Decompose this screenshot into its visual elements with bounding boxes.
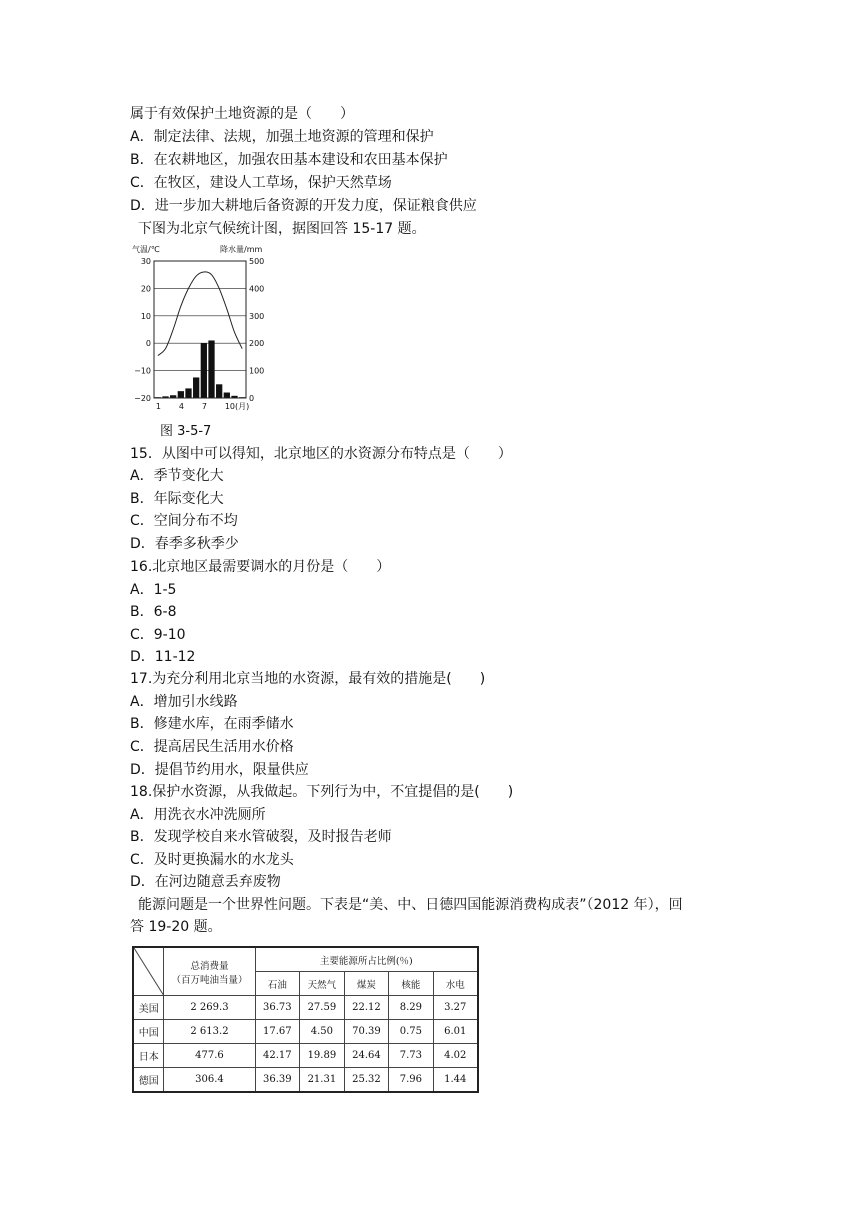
beijing-climate-chart: [130, 243, 280, 415]
q17-stem: 17.为充分利用北京当地的水资源，最有效的措施是( ): [130, 671, 486, 687]
q18-option-a: A．用洗衣水冲洗厕所: [130, 807, 266, 823]
precipitation-bar: [208, 340, 214, 398]
total-header: 总消费量 （百万吨油当量）: [164, 947, 255, 996]
q16-option-d: D．11-12: [130, 649, 196, 665]
q17-option-a: A．增加引水线路: [130, 694, 238, 710]
q16-stem: 16.北京地区最需要调水的月份是（ ）: [130, 559, 391, 575]
precipitation-bar: [201, 343, 207, 398]
q18-stem: 18.保护水资源，从我做起。下列行为中，不宜提倡的是( ): [130, 784, 514, 800]
y-right-tick-label: 200: [249, 339, 265, 349]
q14-stem: 属于有效保护土地资源的是（ ）: [130, 106, 354, 122]
col-coal: 煤炭: [344, 972, 389, 996]
table-header-row-1: [133, 947, 478, 972]
x-tick-label: 10(月): [224, 402, 250, 411]
precipitation-bar: [178, 391, 184, 398]
energy-consumption-table: [132, 946, 479, 1093]
q15-option-c: C．空间分布不均: [130, 513, 238, 529]
figure-caption: 图 3-5-7: [160, 424, 212, 439]
q14-option-d: D．进一步加大耕地后备资源的开发力度，保证粮食供应: [130, 198, 477, 214]
q18-option-d: D．在河边随意丢弃废物: [130, 874, 281, 890]
q18-option-b: B．发现学校自来水管破裂，及时报告老师: [130, 829, 392, 845]
q15-stem: 15．从图中可以得知，北京地区的水资源分布特点是（ ）: [130, 446, 512, 462]
y-left-tick-label: −20: [134, 394, 151, 403]
y-left-label: 气温/℃: [132, 245, 160, 254]
precipitation-bar: [193, 377, 199, 398]
precipitation-bar: [224, 393, 230, 398]
x-tick-label: 1: [155, 402, 161, 411]
q16-option-b: B．6-8: [130, 604, 177, 620]
table-row: 美国 2 269.3 36.73 27.59 22.12 8.29 3.27: [133, 996, 478, 1020]
x-tick-label: 7: [201, 402, 207, 411]
table-intro-cont: 答 19-20 题。: [130, 919, 222, 935]
q17-option-b: B．修建水库，在雨季储水: [130, 716, 294, 732]
y-right-tick-label: 500: [249, 257, 265, 266]
col-gas: 天然气: [300, 972, 345, 996]
chart-intro: 下图为北京气候统计图，据图回答 15-17 题。: [138, 221, 426, 237]
y-right-label: 降水量/mm: [220, 245, 263, 254]
table-row: 中国 2 613.2 17.67 4.50 70.39 0.75 6.01: [133, 1020, 478, 1044]
col-nuclear: 核能: [389, 972, 433, 996]
y-left-tick-label: 0: [145, 339, 151, 349]
y-left-tick-label: −10: [134, 366, 151, 376]
col-oil: 石油: [255, 972, 300, 996]
q17-option-c: C．提高居民生活用水价格: [130, 739, 294, 755]
q14-option-c: C．在牧区，建设人工草场，保护天然草场: [130, 175, 392, 191]
q16-option-a: A．1-5: [130, 582, 177, 598]
y-left-tick-label: 10: [140, 311, 151, 321]
x-tick-label: 4: [178, 402, 184, 411]
q17-option-d: D．提倡节约用水，限量供应: [130, 762, 309, 778]
y-left-tick-label: 30: [140, 257, 151, 266]
table-row: 德国 306.4 36.39 21.31 25.32 7.96 1.44: [133, 1068, 478, 1093]
q15-option-d: D．春季多秋季少: [130, 536, 239, 552]
group-header: 主要能源所占比例(％): [255, 947, 478, 972]
q16-option-c: C．9-10: [130, 627, 186, 643]
chart-frame: [154, 261, 246, 398]
precipitation-bar: [185, 388, 191, 398]
y-right-tick-label: 400: [249, 284, 265, 294]
y-left-tick-label: 20: [140, 284, 151, 294]
y-right-tick-label: 300: [249, 311, 265, 321]
col-hydro: 水电: [433, 972, 478, 996]
table-row: 日本 477.6 42.17 19.89 24.64 7.73 4.02: [133, 1044, 478, 1068]
q15-option-a: A．季节变化大: [130, 468, 224, 484]
y-right-tick-label: 0: [249, 394, 255, 403]
corner-cell: [133, 947, 164, 996]
q15-option-b: B．年际变化大: [130, 491, 224, 507]
q14-option-b: B．在农耕地区，加强农田基本建设和农田基本保护: [130, 152, 448, 168]
q14-option-a: A．制定法律、法规，加强土地资源的管理和保护: [130, 129, 434, 145]
precipitation-bar: [216, 384, 222, 398]
table-intro: 能源问题是一个世界性问题。下表是“美、中、日德四国能源消费构成表”（2012 年），回: [138, 897, 683, 913]
y-right-tick-label: 100: [249, 366, 265, 376]
q18-option-c: C．及时更换漏水的水龙头: [130, 852, 294, 868]
